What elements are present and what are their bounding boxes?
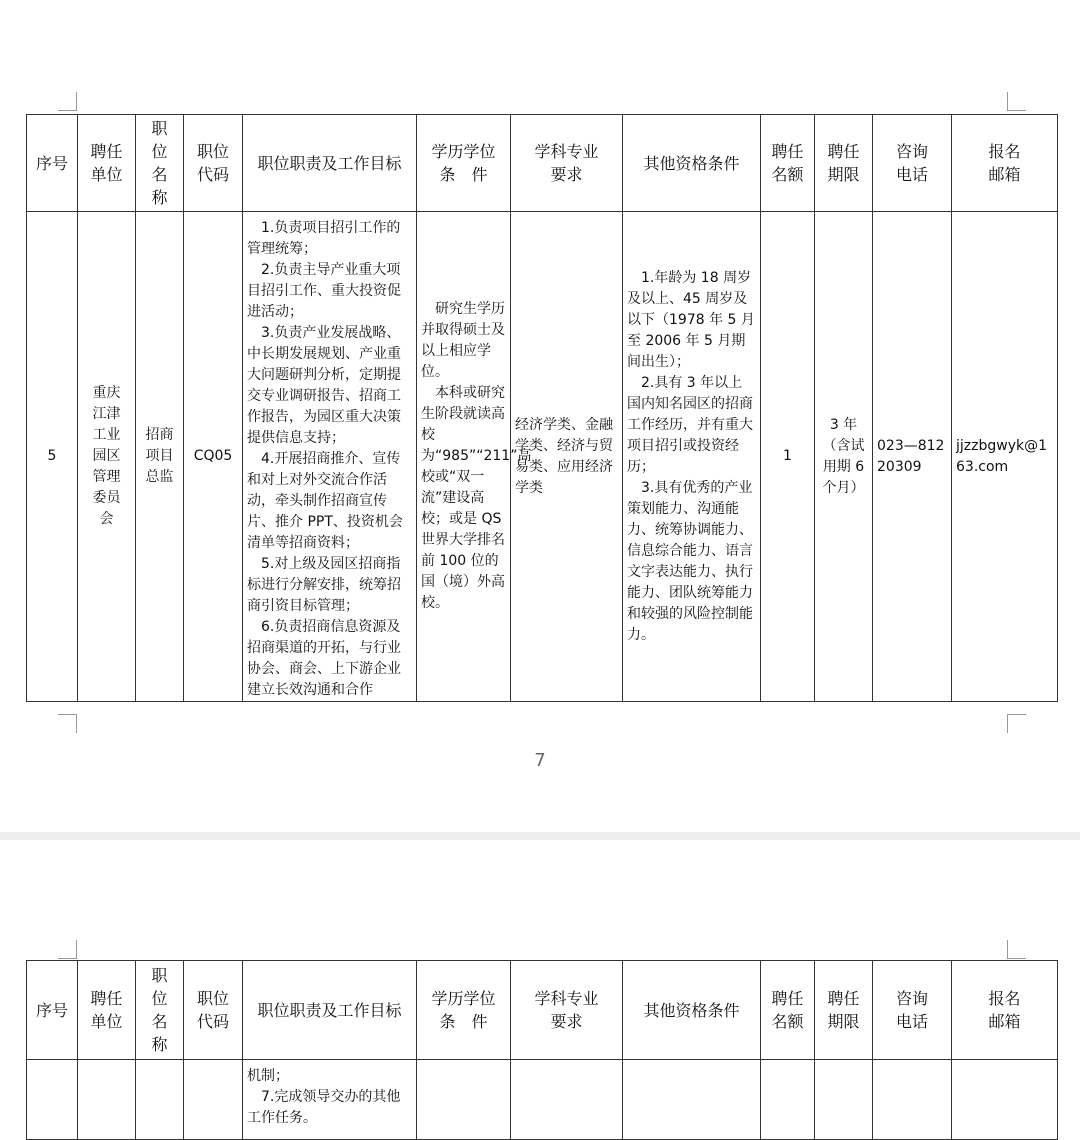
table-row bbox=[27, 1060, 1058, 1140]
header-education: 学历学位 条 件 bbox=[417, 115, 511, 212]
cell-other: 1.年龄为 18 周岁及以上、45 周岁及以下（1978 年 5 月至 2006 年 5 月期间出生）； 2.具有 3 年以上国内知名园区的招商工作经历，并有重大项目招引或投资经历； 3.具有优秀的产业策划能力、沟通能力、统筹协调能力、信息综合能力、语言文字表达能力、执行能力、团队统筹能力和较强的风险控制能力。 bbox=[623, 212, 761, 702]
table-header-row bbox=[27, 961, 1058, 1060]
header-position-name: 职 位 名 称 bbox=[136, 961, 184, 1060]
cell-term-cont bbox=[815, 1060, 873, 1140]
crop-mark bbox=[58, 940, 77, 959]
header-position-name: 职 位 名 称 bbox=[136, 115, 184, 212]
cell-quota-cont bbox=[761, 1060, 815, 1140]
cell-quota: 1 bbox=[761, 212, 815, 702]
recruitment-table bbox=[26, 114, 1058, 702]
cell-term: 3 年（含试用期 6 个月） bbox=[815, 212, 873, 702]
cell-seq-cont bbox=[27, 1060, 78, 1140]
header-term: 聘任 期限 bbox=[815, 961, 873, 1060]
header-email: 报名 邮箱 bbox=[952, 961, 1058, 1060]
header-duties: 职位职责及工作目标 bbox=[243, 115, 417, 212]
cell-other-cont bbox=[623, 1060, 761, 1140]
crop-mark bbox=[1007, 714, 1026, 733]
header-other: 其他资格条件 bbox=[623, 115, 761, 212]
cell-education-cont bbox=[417, 1060, 511, 1140]
header-position-code: 职位 代码 bbox=[184, 115, 243, 212]
header-education: 学历学位 条 件 bbox=[417, 961, 511, 1060]
header-other: 其他资格条件 bbox=[623, 961, 761, 1060]
table-row bbox=[27, 212, 1058, 702]
crop-mark bbox=[1007, 92, 1026, 111]
page-separator bbox=[0, 832, 1080, 840]
cell-email-cont bbox=[952, 1060, 1058, 1140]
cell-phone-cont bbox=[873, 1060, 952, 1140]
cell-position-code-cont bbox=[184, 1060, 243, 1140]
crop-mark bbox=[1007, 940, 1026, 959]
cell-major: 经济学类、金融学类、经济与贸易类、应用经济学类 bbox=[511, 212, 623, 702]
document-page-8 bbox=[0, 840, 1080, 1128]
header-unit: 聘任 单位 bbox=[78, 115, 136, 212]
cell-duties-cont: 机制； 7.完成领导交办的其他工作任务。 bbox=[243, 1060, 417, 1140]
cell-unit: 重庆 江津 工业 园区 管理 委员 会 bbox=[78, 212, 136, 702]
cell-position-name: 招商 项目 总监 bbox=[136, 212, 184, 702]
cell-unit-cont bbox=[78, 1060, 136, 1140]
cell-email: jjzzbgwyk@163.com bbox=[952, 212, 1058, 702]
header-quota: 聘任 名额 bbox=[761, 115, 815, 212]
cell-position-name-cont bbox=[136, 1060, 184, 1140]
header-seq: 序号 bbox=[27, 115, 78, 212]
header-duties: 职位职责及工作目标 bbox=[243, 961, 417, 1060]
header-term: 聘任 期限 bbox=[815, 115, 873, 212]
header-quota: 聘任 名额 bbox=[761, 961, 815, 1060]
cell-phone: 023—81220309 bbox=[873, 212, 952, 702]
table-header-row bbox=[27, 115, 1058, 212]
header-unit: 聘任 单位 bbox=[78, 961, 136, 1060]
header-phone: 咨询 电话 bbox=[873, 961, 952, 1060]
cell-duties: 1.负责项目招引工作的管理统筹； 2.负责主导产业重大项目招引工作、重大投资促进活动； 3.负责产业发展战略、中长期发展规划、产业重大问题研判分析，定期提交专业调研报告、招商工作报告，为园区重大决策提供信息支持； 4.开展招商推介、宣传和对上对外交流合作活动，牵头制作招商宣传片、推介 PPT、投资机会清单等招商资料； 5.对上级及园区招商指标进行分解安排，统筹招商引资目标管理； 6.负责招商信息资源及招商渠道的开拓，与行业协会、商会、上下游企业建立长效沟通和合作 bbox=[243, 212, 417, 702]
crop-mark bbox=[58, 714, 77, 733]
page-number: 7 bbox=[534, 750, 546, 771]
recruitment-table-continued bbox=[26, 960, 1058, 1140]
cell-position-code: CQ05 bbox=[184, 212, 243, 702]
header-phone: 咨询 电话 bbox=[873, 115, 952, 212]
crop-mark bbox=[58, 92, 77, 111]
header-email: 报名 邮箱 bbox=[952, 115, 1058, 212]
cell-seq: 5 bbox=[27, 212, 78, 702]
header-position-code: 职位 代码 bbox=[184, 961, 243, 1060]
cell-education: 研究生学历并取得硕士及以上相应学位。 本科或研究生阶段就读高校为“985”“211”高校或“双一流”建设高校；或是 QS 世界大学排名前 100 位的国（境）外高校。 bbox=[417, 212, 511, 702]
header-major: 学科专业 要求 bbox=[511, 115, 623, 212]
header-major: 学科专业 要求 bbox=[511, 961, 623, 1060]
cell-major-cont bbox=[511, 1060, 623, 1140]
header-seq: 序号 bbox=[27, 961, 78, 1060]
